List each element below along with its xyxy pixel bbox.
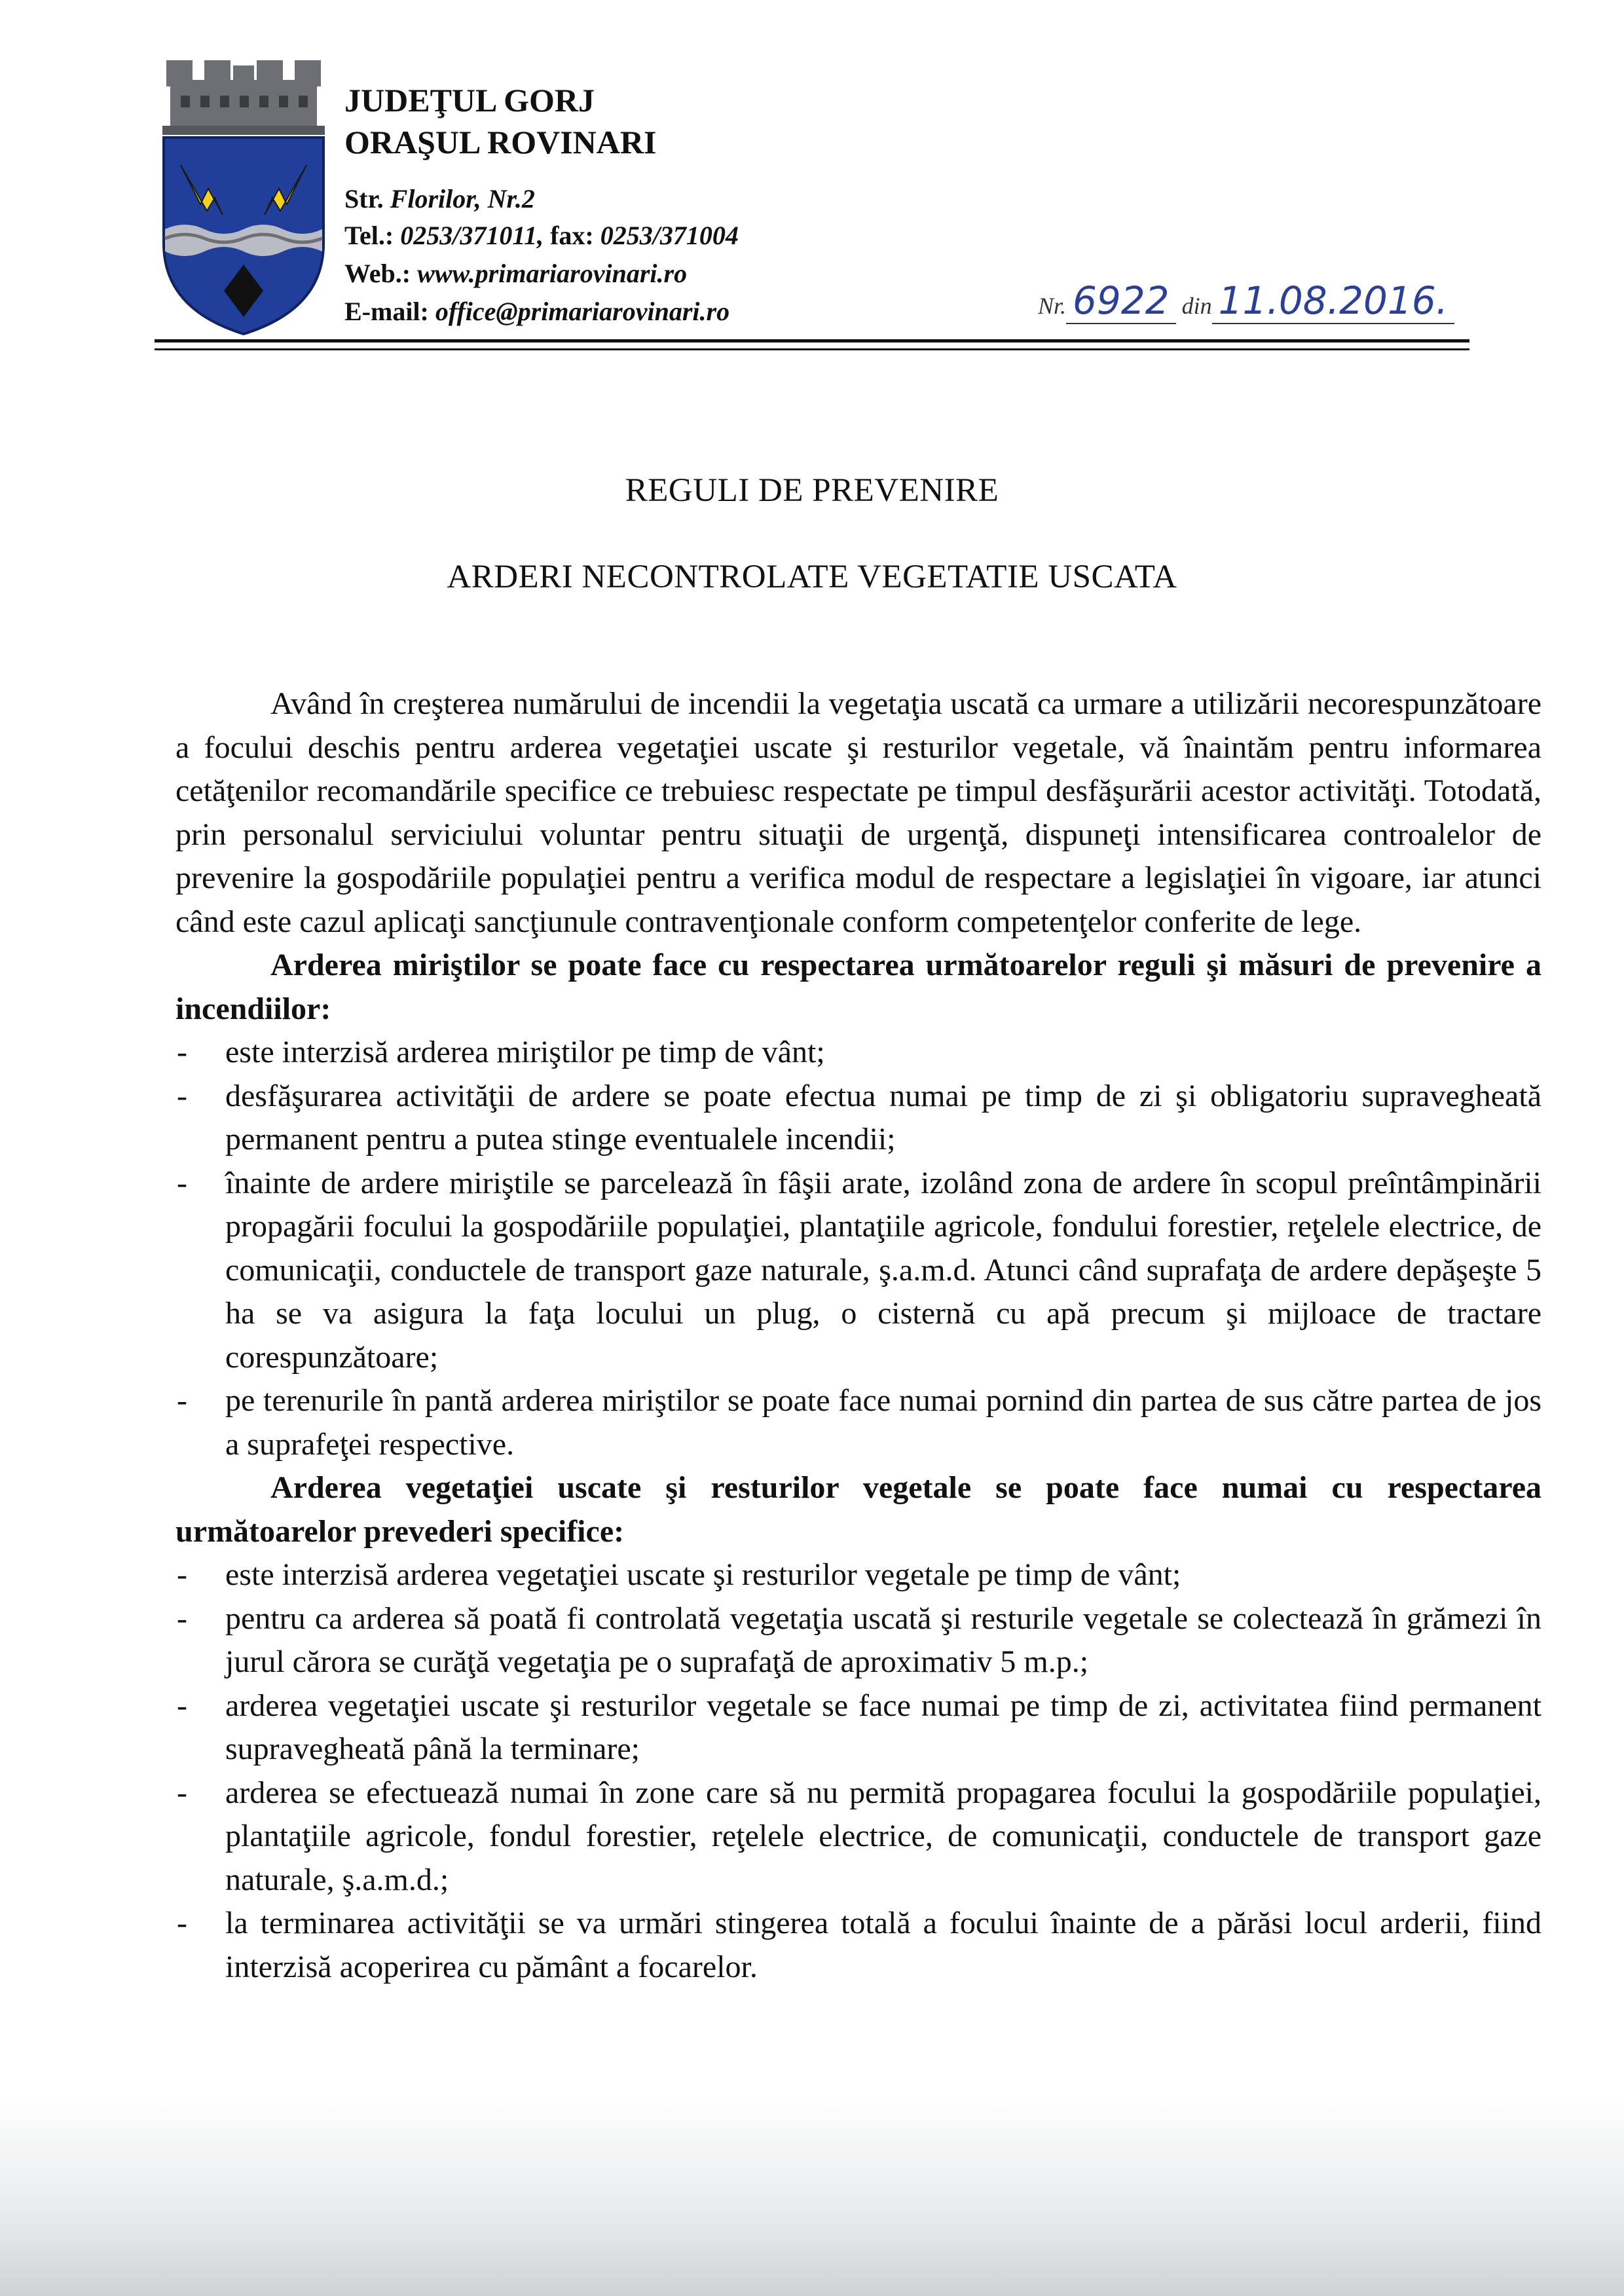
section1-lead: Arderea miriştilor se poate face cu respectarea următoarelor reguli şi măsuri de prevenire a incendiilor:	[175, 948, 1541, 1026]
coat-of-arms-icon	[155, 60, 333, 335]
reg-date-handwritten: 11.08.2016.	[1212, 278, 1455, 324]
header-divider	[155, 339, 1469, 343]
scan-noise-band	[0, 2096, 1624, 2296]
list-item: - la terminarea activităţii se va urmări stingerea totală a focului înainte de a părăsi locul arderii, fiind interzisă acoperirea cu pământ a focarelor.	[177, 1906, 1541, 1984]
header-web: Web.: www.primariarovinari.ro	[344, 259, 688, 288]
header-divider-thin	[155, 348, 1469, 350]
section2-list	[175, 1553, 1541, 1989]
header-town: ORAŞUL ROVINARI	[344, 124, 657, 160]
section1-list	[175, 1031, 1541, 1466]
reg-number-handwritten: 6922	[1066, 278, 1176, 324]
header-county: JUDEŢUL GORJ	[344, 82, 595, 119]
registration-number: Nr. 6922 din 11.08.2016.	[1038, 278, 1454, 324]
list-item: - este interzisă arderea vegetaţiei uscate şi resturilor vegetale pe timp de vânt;	[177, 1557, 1181, 1592]
list-item: - desfăşurarea activităţii de ardere se poate efectua numai pe timp de zi şi obligatoriu supravegheată permanent pentru a putea stinge eventualele incendii;	[177, 1078, 1541, 1157]
title-rules: REGULI DE PREVENIRE	[625, 472, 999, 509]
header-phone: Tel.: 0253/371011, fax: 0253/371004	[344, 221, 739, 250]
list-item: - arderea vegetaţiei uscate şi resturilor vegetale se face numai pe timp de zi, activitatea fiind permanent supravegheată până la terminare;	[177, 1688, 1541, 1766]
intro-paragraph: Având în creşterea numărului de incendii la vegetaţia uscată ca urmare a utilizării necorespunzătoare a focului deschis pentru arderea vegetaţiei uscate şi resturilor vegetale, vă înaintăm pentru informarea cetăţenilor recomandările specifice ce trebuiesc respectate pe timpul desfăşurării acestor activităţi. Totodată, prin personalul serviciului voluntar pentru situaţii de urgenţă, dispuneţi intensificarea controalelor de prevenire la gospodăriile populaţiei pentru a verifica modul de respectare a legislaţiei în vigoare, iar atunci când este cazul aplicaţi sancţiunule contravenţionale conform competenţelor conferite de lege.	[175, 686, 1541, 939]
list-item: - este interzisă arderea miriştilor pe timp de vânt;	[177, 1035, 825, 1069]
document-body	[175, 682, 1541, 1989]
list-item: - înainte de ardere miriştile se parcelează în fâşii arate, izolând zona de ardere în scopul preîntâmpinării propagării focului la gospodăriile populaţiei, plantaţiile agricole, fondului forestier, reţelele electrice, de comunicaţii, conductele de transport gaze naturale, ş.a.m.d. Atunci când suprafaţa de ardere depăşeşte 5 ha se va asigura la faţa locului un plug, o cisternă cu apă precum şi mijloace de tractare corespunzătoare;	[177, 1165, 1541, 1375]
header-address: Str. Florilor, Nr.2	[344, 184, 535, 213]
title-subject: ARDERI NECONTROLATE VEGETATIE USCATA	[447, 559, 1177, 595]
list-item: - pe terenurile în pantă arderea miriştilor se poate face numai pornind din partea de sus către partea de jos a suprafeţei respective.	[177, 1383, 1541, 1462]
list-item: - pentru ca arderea să poată fi controlată vegetaţia uscată şi resturile vegetale se colectează în grămezi în jurul cărora se curăţă vegetaţia pe o suprafaţă de aproximativ 5 m.p.;	[177, 1601, 1541, 1679]
list-item: - arderea se efectuează numai în zone care să nu permită propagarea focului la gospodăriile populaţiei, plantaţiile agricole, fondul forestier, reţelele electrice, de comunicaţii, conductele de transport gaze naturale, ş.a.m.d.;	[177, 1775, 1541, 1897]
section2-lead: Arderea vegetaţiei uscate şi resturilor vegetale se poate face numai cu respectarea următoarelor prevederi specifice:	[175, 1470, 1541, 1549]
header-email: E-mail: office@primariarovinari.ro	[344, 297, 730, 326]
